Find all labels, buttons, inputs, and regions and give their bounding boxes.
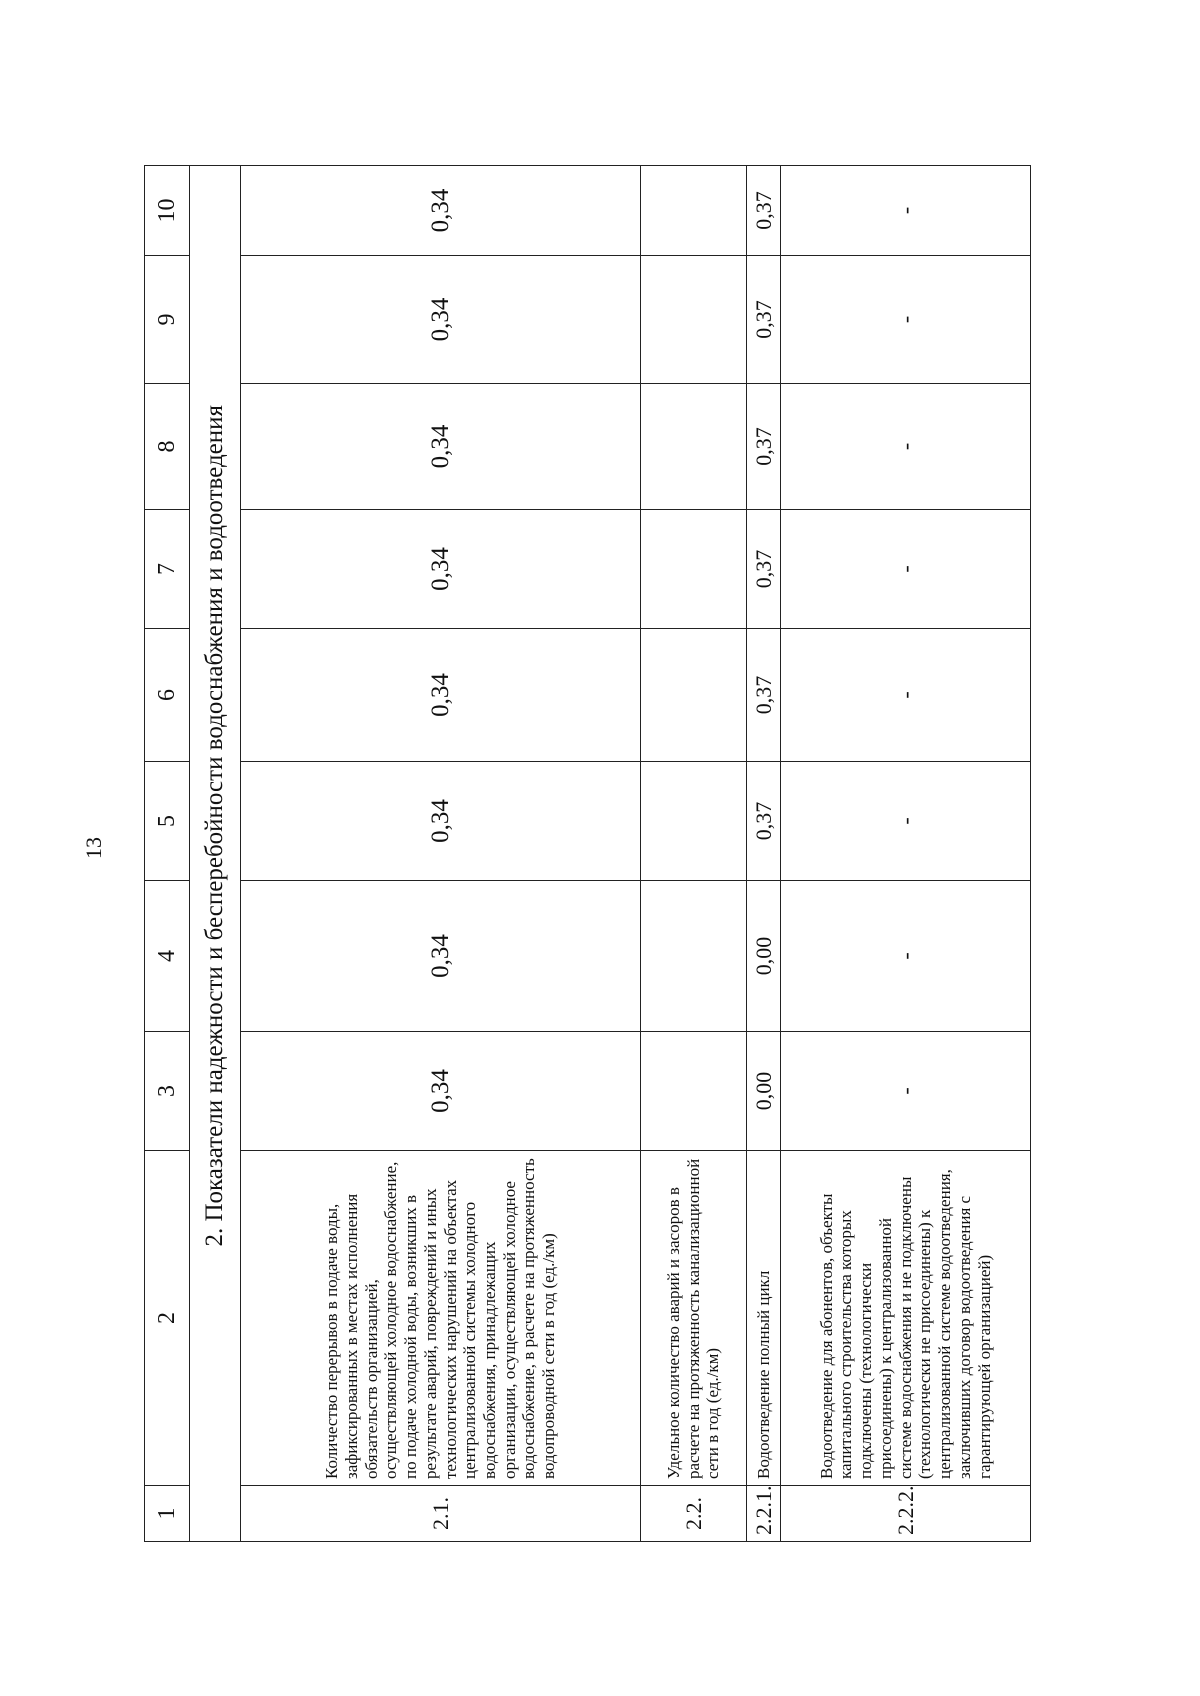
row-number: 2.2.1. — [747, 1486, 781, 1542]
row-value: 0,37 — [747, 384, 781, 510]
column-header: 4 — [145, 881, 190, 1032]
row-value: 0,37 — [747, 510, 781, 629]
row-value: 0,34 — [241, 762, 641, 881]
row-value — [641, 166, 747, 256]
row-value: - — [781, 629, 1031, 762]
table-row — [641, 166, 747, 1542]
column-header: 6 — [145, 629, 190, 762]
row-value: - — [781, 1032, 1031, 1151]
table-row — [747, 166, 781, 1542]
row-value — [641, 629, 747, 762]
column-header: 5 — [145, 762, 190, 881]
column-number-row — [145, 166, 190, 1542]
row-value — [641, 1032, 747, 1151]
row-label: Удельное количество аварий и засоров в расчете на протяженность канализационной сети в год (ед./км) — [641, 1151, 747, 1486]
row-value — [641, 256, 747, 384]
table-row — [781, 166, 1031, 1542]
row-label: Количество перерывов в подаче воды, зафиксированных в местах исполнения обязательств организацией, осуществляющей холодное водоснабжение, по подаче холодной воды, возникших в результате аварий, повреждений и иных технологических нарушений на объектах централизованной системы холодного водоснабжения, принадлежащих организации, осуществляющей холодное водоснабжение, в расчете на протяженность водопроводной сети в год (ед./км) — [241, 1151, 641, 1486]
row-value: - — [781, 510, 1031, 629]
row-value: 0,34 — [241, 384, 641, 510]
section-row — [190, 166, 241, 1542]
row-value: 0,34 — [241, 166, 641, 256]
row-value: 0,00 — [747, 1032, 781, 1151]
row-label: Водоотведение для абонентов, объекты капитального строительства которых подключены (технологически присоединены) к централизованной системе водоснабжения и не подключены (технологически не присоединены) к централизованной системе водоотведения, заключивших договор водоотведения с гарантирующей организацией) — [781, 1151, 1031, 1486]
row-number: 2.2.2. — [781, 1486, 1031, 1542]
row-label: Водоотведение полный цикл — [747, 1151, 781, 1486]
row-value: - — [781, 881, 1031, 1032]
column-header: 3 — [145, 1032, 190, 1151]
row-value — [641, 881, 747, 1032]
row-value: - — [781, 256, 1031, 384]
row-value: 0,34 — [241, 256, 641, 384]
column-header: 8 — [145, 384, 190, 510]
indicators-table — [144, 165, 1031, 1542]
rotated-table-wrapper — [144, 166, 1020, 1542]
page-number: 13 — [81, 837, 106, 859]
row-value: - — [781, 762, 1031, 881]
column-header: 9 — [145, 256, 190, 384]
row-value: 0,37 — [747, 762, 781, 881]
table-row — [241, 166, 641, 1542]
row-value: 0,37 — [747, 629, 781, 762]
row-value: 0,34 — [241, 881, 641, 1032]
row-value: 0,37 — [747, 256, 781, 384]
row-value: 0,34 — [241, 510, 641, 629]
row-value — [641, 384, 747, 510]
column-header: 10 — [145, 166, 190, 256]
row-value — [641, 762, 747, 881]
row-number: 2.1. — [241, 1486, 641, 1542]
column-header: 7 — [145, 510, 190, 629]
row-value — [641, 510, 747, 629]
row-number: 2.2. — [641, 1486, 747, 1542]
row-value: 0,34 — [241, 629, 641, 762]
row-value: - — [781, 384, 1031, 510]
section-title: 2. Показатели надежности и бесперебойности водоснабжения и водоотведения — [190, 166, 241, 1486]
column-header: 2 — [145, 1151, 190, 1486]
row-value: 0,00 — [747, 881, 781, 1032]
row-value: 0,37 — [747, 166, 781, 256]
section-spacer — [190, 1486, 241, 1542]
row-value: 0,34 — [241, 1032, 641, 1151]
column-header: 1 — [145, 1486, 190, 1542]
row-value: - — [781, 166, 1031, 256]
